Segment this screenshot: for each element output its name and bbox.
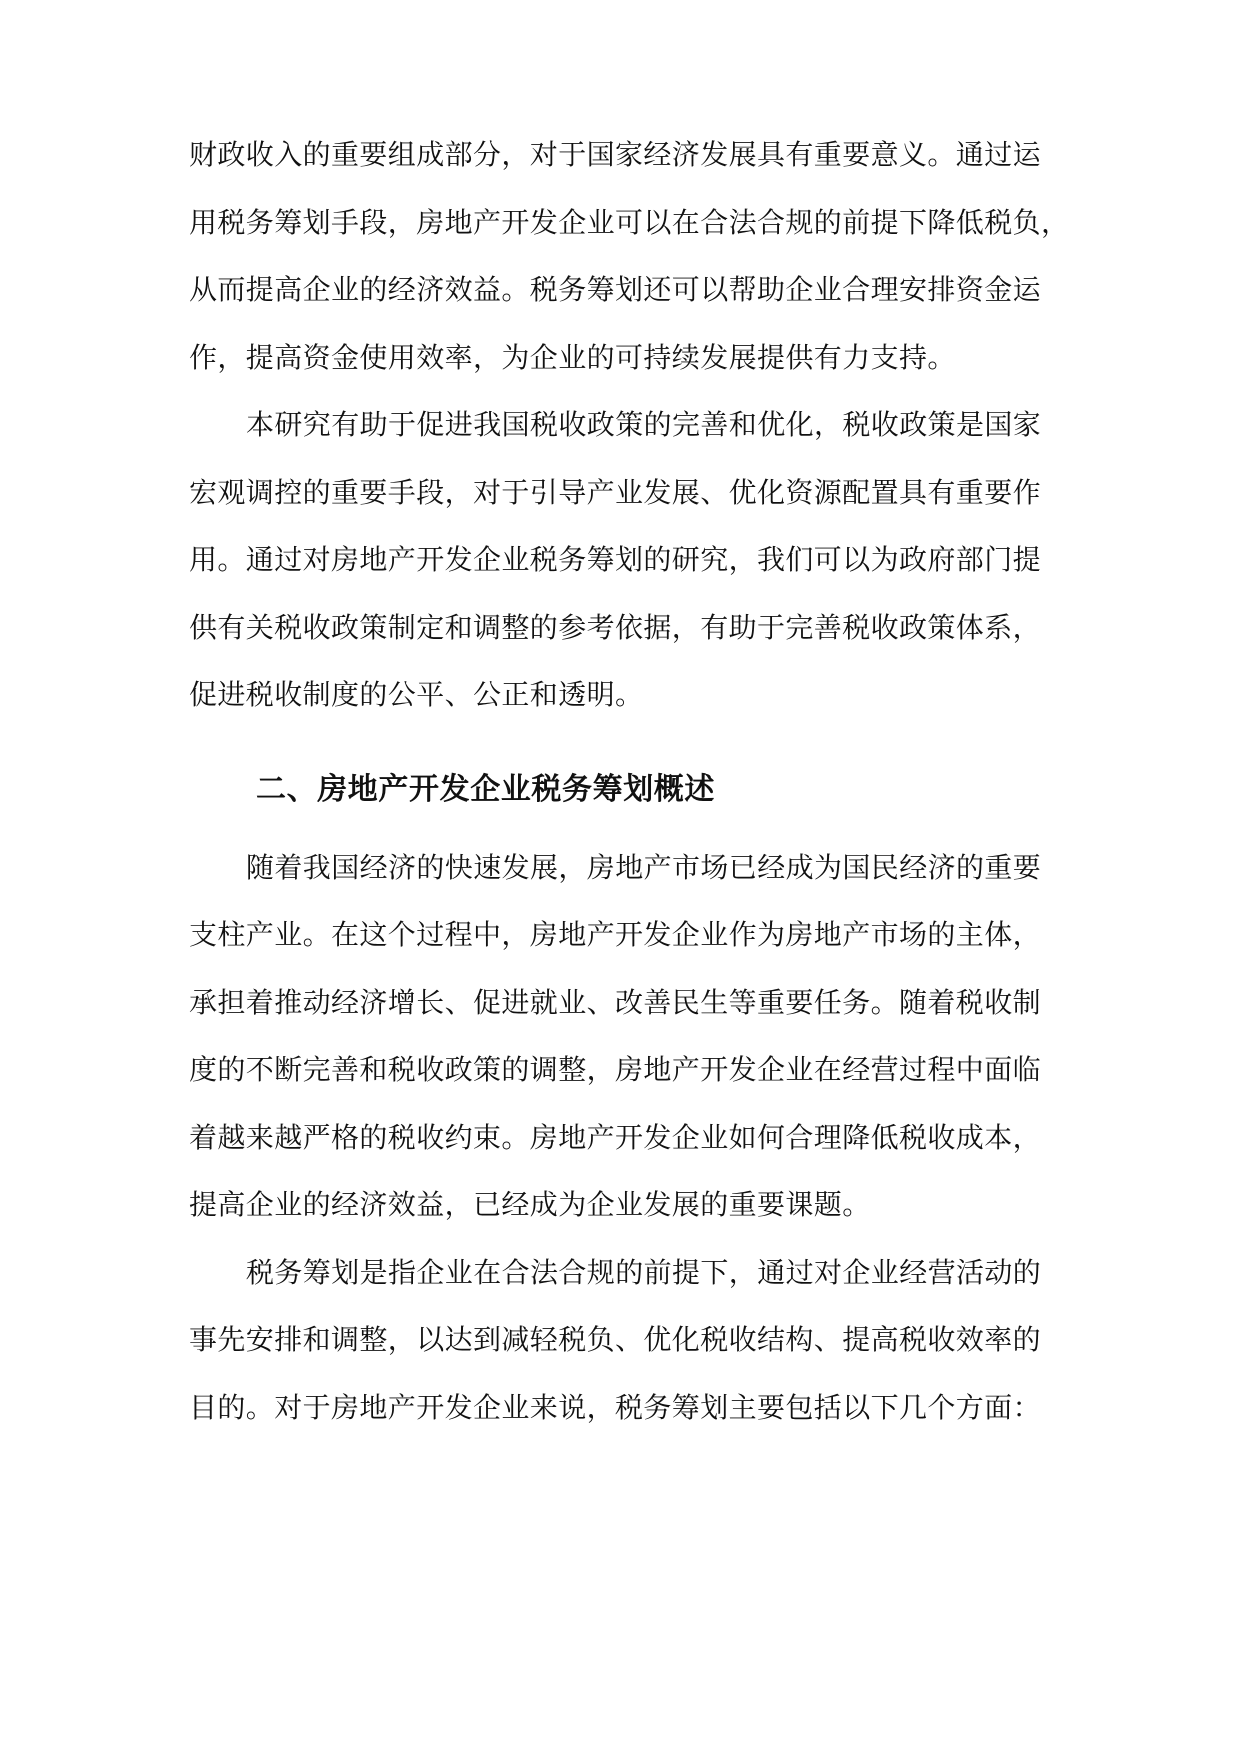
text-line: 宏观调控的重要手段，对于引导产业发展、优化资源配置具有重要作 <box>189 476 1042 509</box>
text-line: 用。通过对房地产开发企业税务筹划的研究，我们可以为政府部门提 <box>189 543 1042 576</box>
text-line: 承担着推动经济增长、促进就业、改善民生等重要任务。随着税收制 <box>189 986 1042 1019</box>
text-line: 用税务筹划手段，房地产开发企业可以在合法合规的前提下降低税负， <box>189 206 1070 239</box>
text-line: 本研究有助于促进我国税收政策的完善和优化，税收政策是国家 <box>246 408 1042 441</box>
text-line: 随着我国经济的快速发展，房地产市场已经成为国民经济的重要 <box>246 851 1042 884</box>
text-line: 财政收入的重要组成部分，对于国家经济发展具有重要意义。通过运 <box>189 138 1042 171</box>
text-line: 作，提高资金使用效率，为企业的可持续发展提供有力支持。 <box>189 341 956 374</box>
text-line: 支柱产业。在这个过程中，房地产开发企业作为房地产市场的主体， <box>189 918 1042 951</box>
text-line: 事先安排和调整，以达到减轻税负、优化税收结构、提高税收效率的 <box>189 1323 1042 1356</box>
text-line: 税务筹划是指企业在合法合规的前提下，通过对企业经营活动的 <box>246 1256 1042 1289</box>
section-heading: 二、房地产开发企业税务筹划概述 <box>256 772 715 807</box>
text-line: 目的。对于房地产开发企业来说，税务筹划主要包括以下几个方面： <box>189 1391 1042 1424</box>
text-line: 供有关税收政策制定和调整的参考依据，有助于完善税收政策体系， <box>189 611 1042 644</box>
text-line: 促进税收制度的公平、公正和透明。 <box>189 678 644 711</box>
text-line: 从而提高企业的经济效益。税务筹划还可以帮助企业合理安排资金运 <box>189 273 1042 306</box>
text-line: 度的不断完善和税收政策的调整，房地产开发企业在经营过程中面临 <box>189 1053 1042 1086</box>
text-line: 提高企业的经济效益，已经成为企业发展的重要课题。 <box>189 1188 871 1221</box>
text-line: 着越来越严格的税收约束。房地产开发企业如何合理降低税收成本， <box>189 1121 1042 1154</box>
